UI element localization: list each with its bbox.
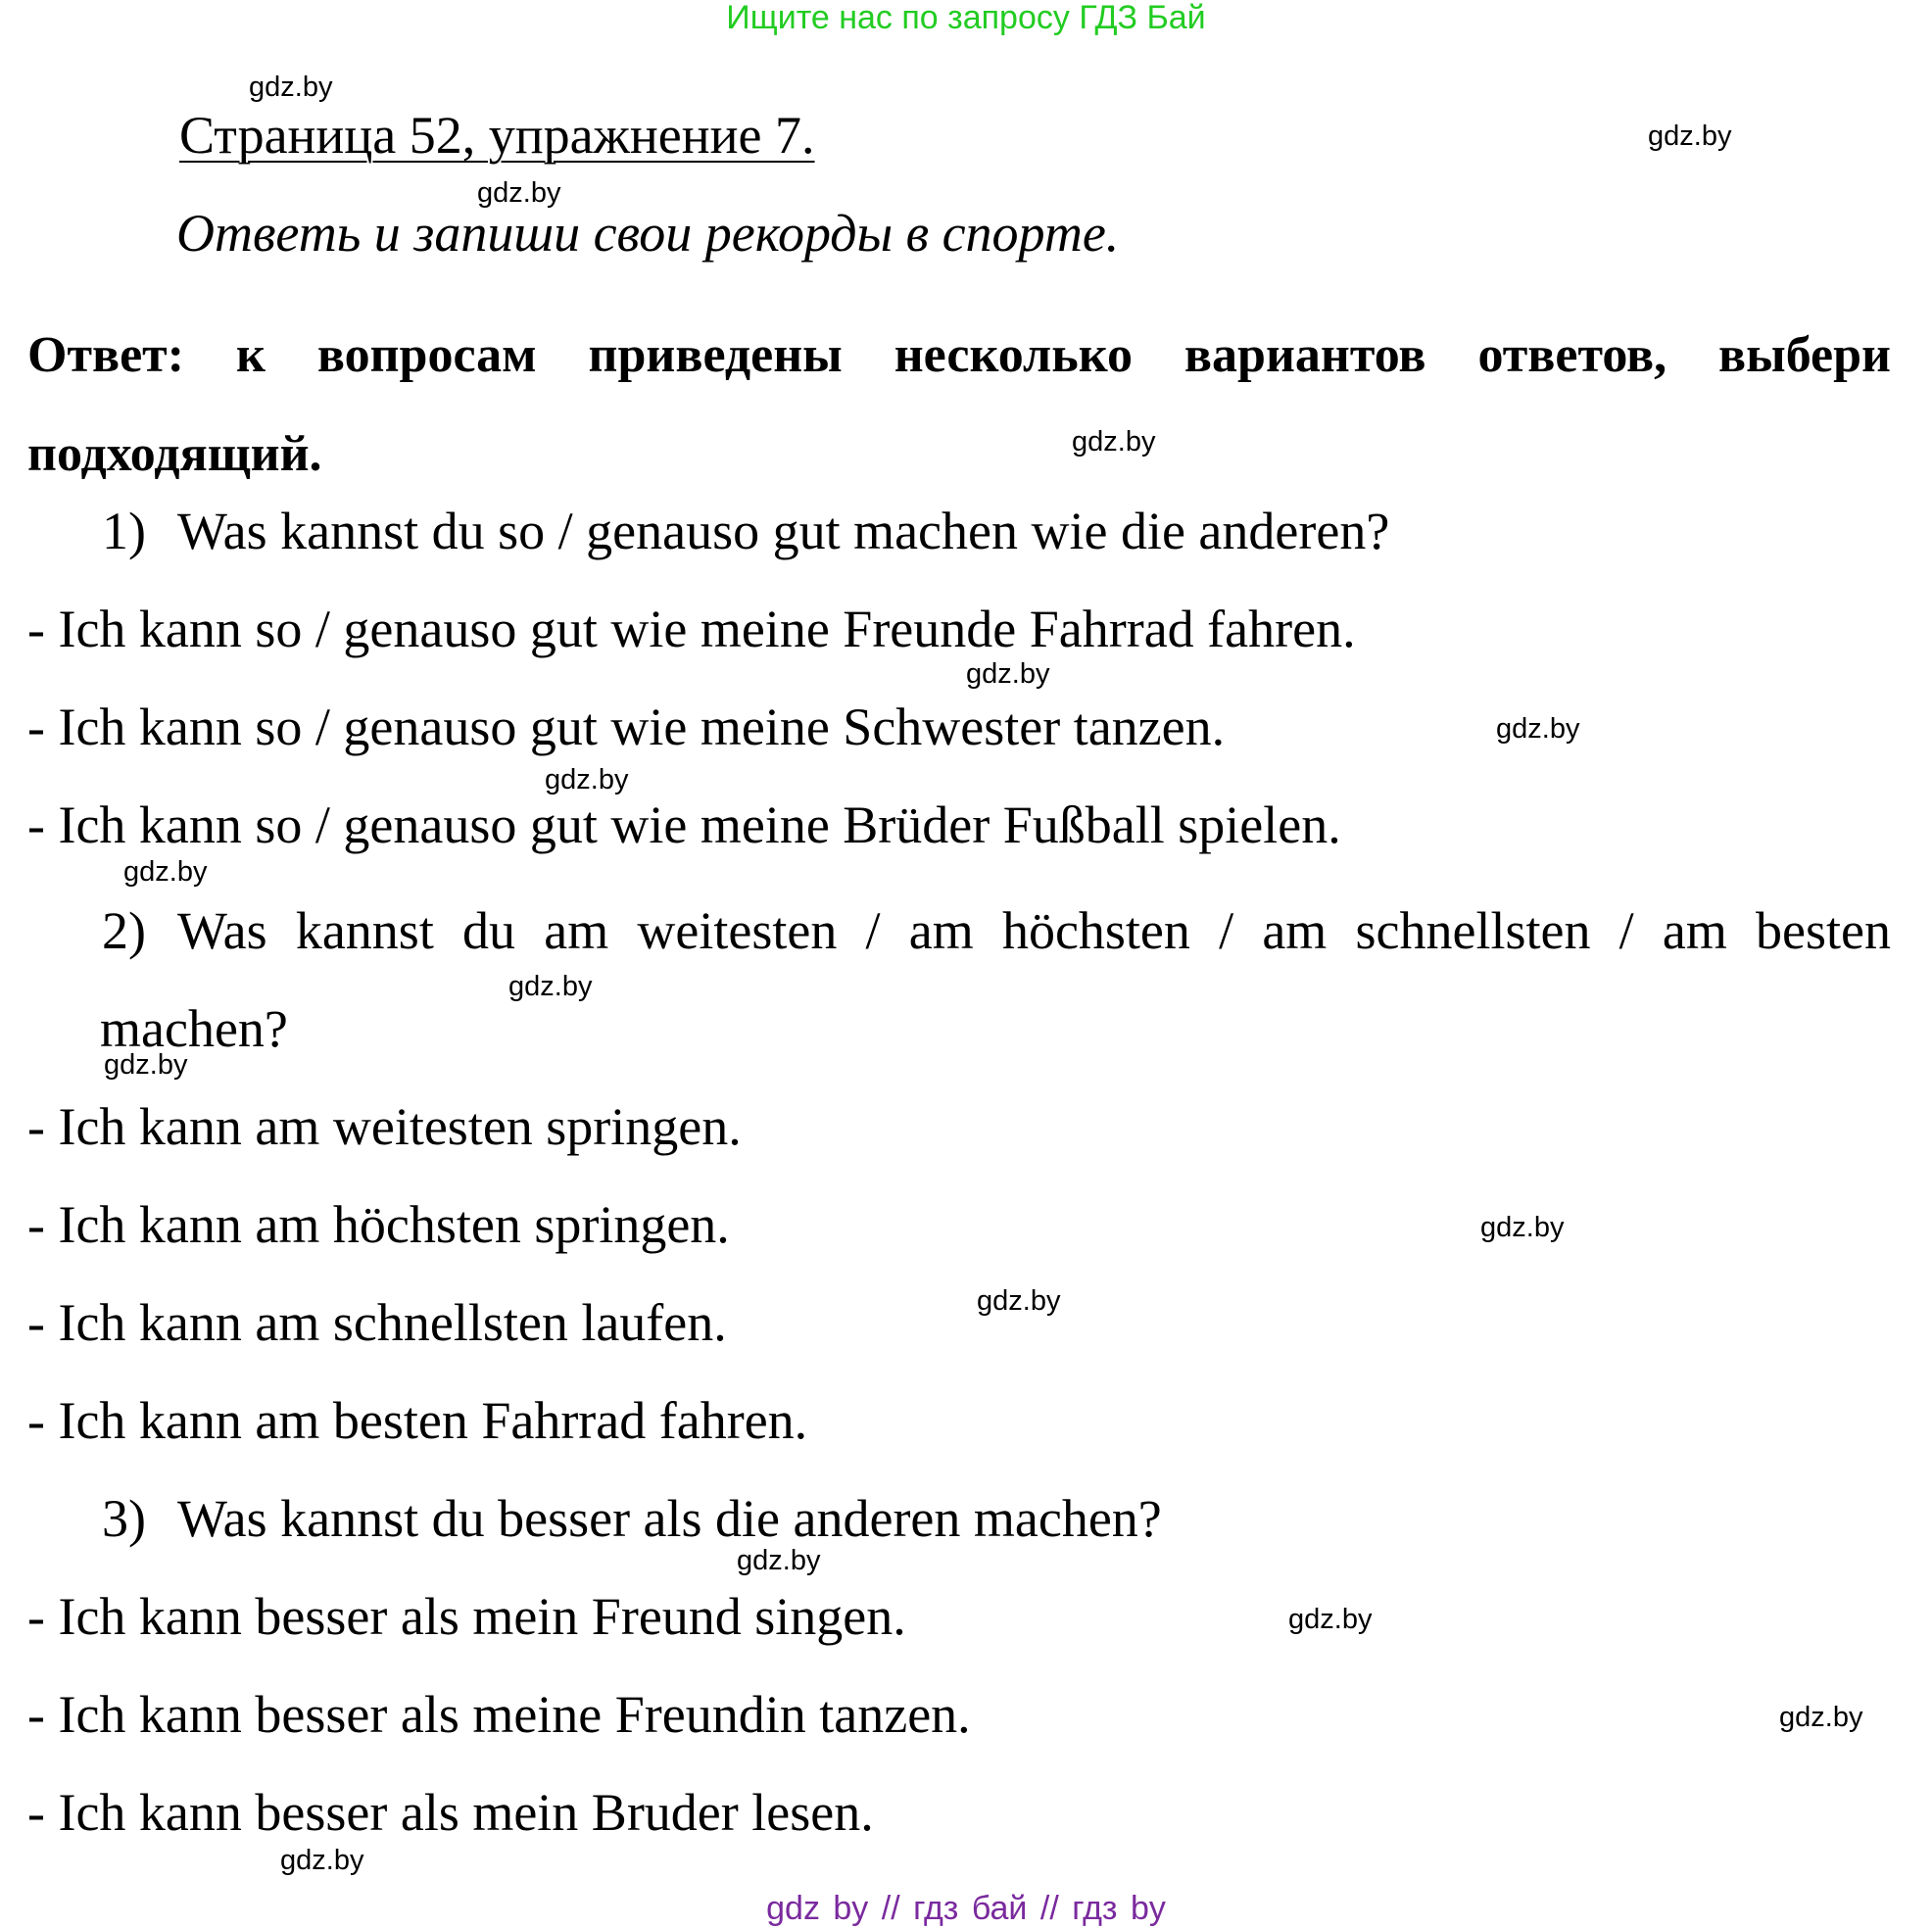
watermark: gdz.by: [1496, 713, 1580, 745]
watermark: gdz.by: [1779, 1702, 1863, 1733]
answer-line: - Ich kann so / genauso gut wie meine Schwester tanzen.: [27, 698, 1226, 756]
question-number: 1): [102, 502, 146, 560]
watermark: gdz.by: [737, 1545, 821, 1576]
answer-line: - Ich kann am schnellsten laufen.: [27, 1293, 727, 1352]
watermark: gdz.by: [508, 971, 593, 1002]
top-banner[interactable]: Ищите нас по запросу ГДЗ Бай: [726, 0, 1206, 36]
answer-line: - Ich kann besser als meine Freundin tanzen.: [27, 1685, 971, 1744]
watermark: gdz.by: [545, 764, 629, 795]
answer-line: - Ich kann am weitesten springen.: [27, 1097, 742, 1156]
question-number: 3): [102, 1489, 146, 1548]
answer-line: - Ich kann so / genauso gut wie meine Freunde Fahrrad fahren.: [27, 600, 1356, 658]
answer-line: - Ich kann besser als mein Bruder lesen.: [27, 1783, 874, 1842]
watermark: gdz.by: [477, 177, 561, 209]
watermark: gdz.by: [977, 1285, 1061, 1317]
watermark: gdz.by: [1072, 426, 1156, 458]
answer-heading: Ответ: к вопросам приведены несколько вариантов ответов, выбери подходящий.: [27, 327, 1891, 482]
watermark: gdz.by: [104, 1049, 188, 1081]
watermark: gdz.by: [249, 72, 333, 103]
answer-line: - Ich kann so / genauso gut wie meine Brüder Fußball spielen.: [27, 795, 1341, 854]
watermark: gdz.by: [1288, 1604, 1373, 1635]
footer-links[interactable]: gdz by // гдз бай // гдз by: [766, 1890, 1166, 1927]
answer-line: - Ich kann besser als mein Freund singen.: [27, 1587, 906, 1646]
watermark: gdz.by: [1648, 120, 1732, 152]
watermark: gdz.by: [280, 1845, 364, 1876]
answer-line: - Ich kann am besten Fahrrad fahren.: [27, 1391, 808, 1450]
question-text: Was kannst du am weitesten / am höchsten / am schnellsten / am besten: [177, 901, 1891, 960]
watermark: gdz.by: [123, 856, 208, 888]
answer-line: - Ich kann am höchsten springen.: [27, 1195, 730, 1254]
task-text: Ответь и запиши свои рекорды в спорте.: [176, 204, 1120, 263]
watermark: gdz.by: [966, 658, 1050, 690]
page-title: Страница 52, упражнение 7.: [179, 106, 815, 165]
question-text: Was kannst du besser als die anderen machen?: [177, 1489, 1162, 1548]
question-number: 2): [102, 901, 146, 960]
question-text: Was kannst du so / genauso gut machen wie die anderen?: [177, 502, 1390, 560]
question-text-continuation: machen?: [100, 999, 288, 1058]
watermark: gdz.by: [1480, 1212, 1565, 1243]
